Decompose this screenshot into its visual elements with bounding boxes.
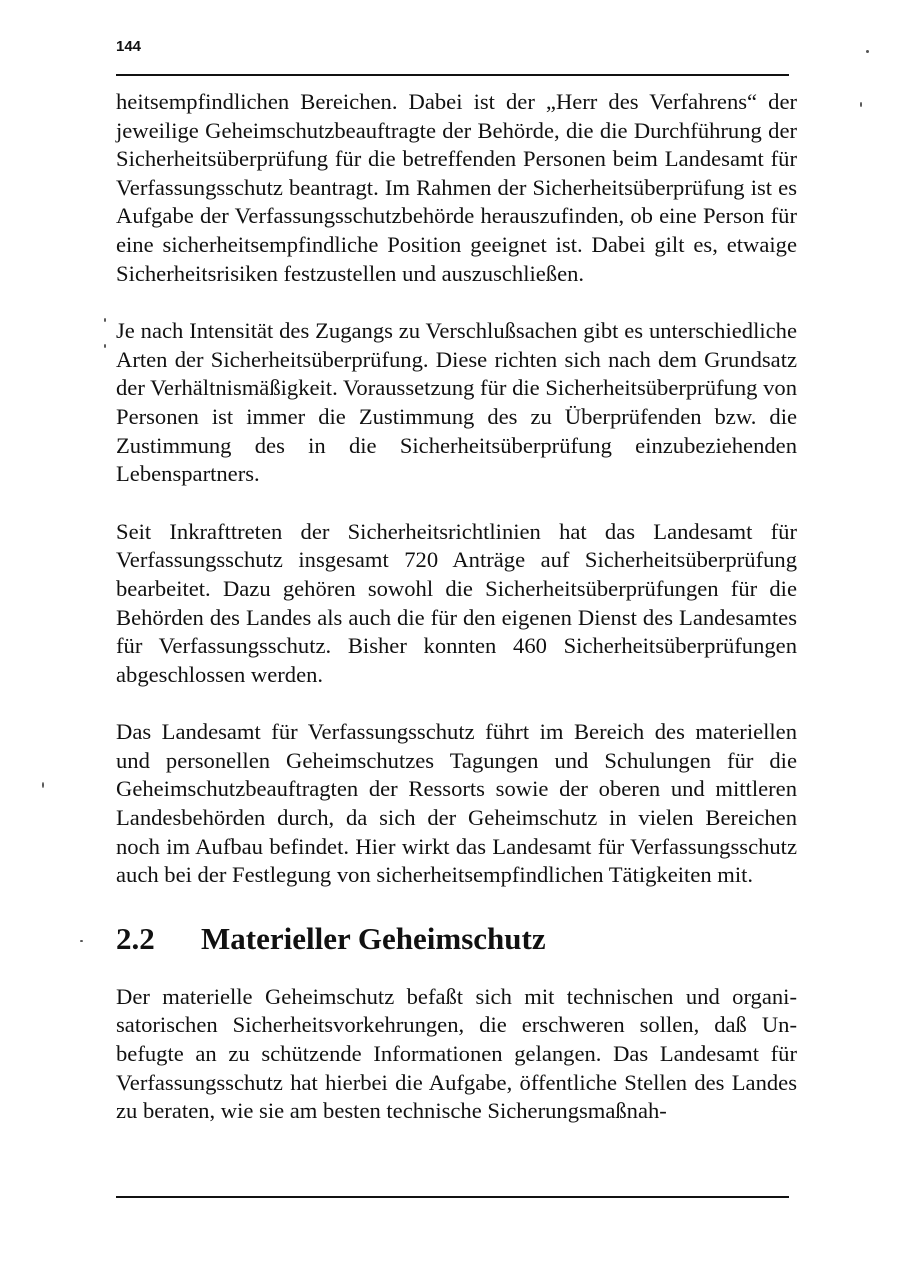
scan-speck [860, 102, 862, 107]
paragraph: Je nach Intensität des Zugangs zu Verschlußsachen gibt es unterschiedliche Arten der Sicherheitsüberprüfung. Diese richten sich nach dem Grundsatz der Verhältnismäßigkeit. Voraussetzung für die Sicherheitsüberprüfung von Personen ist immer die Zustimmung des zu Überprüfenden bzw. die Zustimmung des in die Sicherheitsüberprüfung einzubeziehenden Lebenspartners. [116, 318, 797, 487]
paragraph: Seit Inkrafttreten der Sicherheitsrichtlinien hat das Landesamt für Verfassungsschutz insgesamt 720 Anträge auf Sicherheitsüberprüfung bearbeitet. Dazu gehören sowohl die Sicherheitsüberprüfungen für die Behörden des Landes als auch die für den eigenen Dienst des Landesamtes für Verfassungsschutz. Bisher konnten 460 Sicherheitsüberprüfungen abgeschlossen werden. [116, 518, 797, 687]
header-rule [116, 74, 789, 76]
section-number: 2.2 [116, 920, 155, 956]
scan-speck [80, 940, 83, 942]
scan-speck [42, 782, 44, 788]
scan-speck [104, 344, 106, 348]
page-body [116, 88, 797, 1155]
paragraph: heitsempfindlichen Bereichen. Dabei ist der „Herr des Verfahrens“ der jeweilige Geheimschutzbeauftragte der Behörde, die die Durchführung der Sicherheitsüberprüfung für die betreffenden Personen beim Landesamt für Verfassungsschutz beantragt. Im Rahmen der Sicherheitsüberprüfung ist es Aufgabe der Verfassungsschutzbehörde herauszufinden, ob eine Person für eine sicherheitsempfindliche Position geeignet ist. Dabei gilt es, etwaige Sicherheitsrisiken festzustellen und auszuschließen. [116, 89, 797, 286]
footer-rule [116, 1196, 789, 1198]
scan-speck [866, 50, 869, 53]
page-number: 144 [116, 38, 142, 55]
scan-speck [104, 318, 106, 322]
paragraph: Der materielle Geheimschutz befaßt sich mit technischen und organisatorischen Sicherheitsvorkehrungen, die erschweren sollen, daß Unbefugte an zu schützende Informationen gelangen. Das Landesamt für Verfassungsschutz hat hierbei die Aufgabe, öffentliche Stellen des Landes zu beraten, wie sie am besten technische Sicherungsmaßnah- [116, 983, 797, 1124]
section-title: Materieller Geheimschutz [201, 920, 546, 956]
paragraph: Das Landesamt für Verfassungsschutz führt im Bereich des materiellen und personellen Geheimschutzes Tagungen und Schulungen für die Geheimschutzbeauftragten der Ressorts sowie der oberen und mittleren Landesbehörden durch, da sich der Geheimschutz in vielen Bereichen noch im Aufbau befindet. Hier wirkt das Landesamt für Verfassungsschutz auch bei der Festlegung von sicherheitsempfindlichen Tätigkeiten mit. [116, 719, 797, 888]
section-heading [116, 919, 797, 959]
